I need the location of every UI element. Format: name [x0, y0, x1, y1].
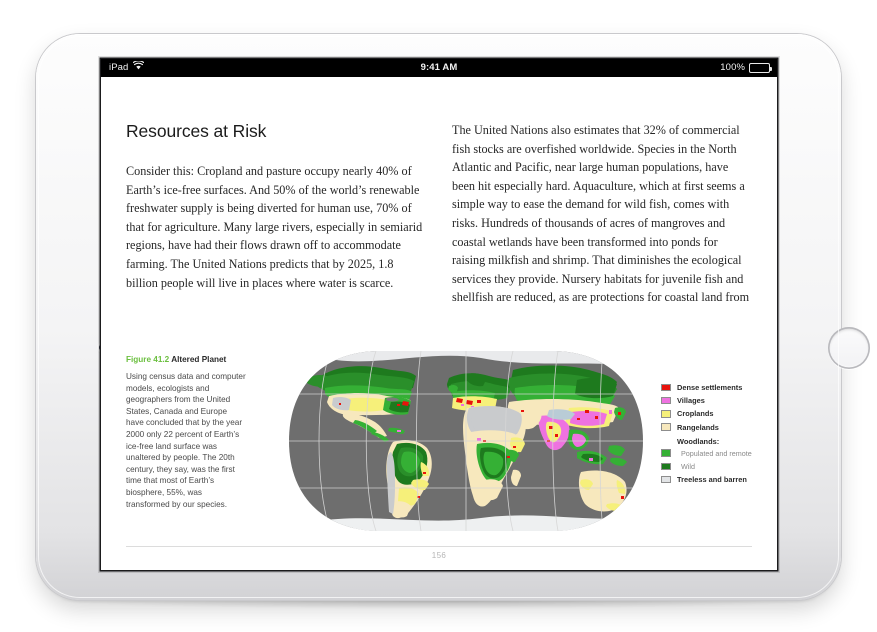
home-button[interactable] — [828, 327, 870, 369]
legend-item-woodlands-populated — [661, 449, 771, 458]
legend-swatch-croplands — [661, 410, 671, 418]
status-bar-clock: 9:41 AM — [420, 62, 458, 73]
text-columns — [126, 121, 752, 307]
world-map — [281, 346, 651, 536]
figure-number: Figure 41.2 — [126, 355, 170, 364]
legend-item-dense-settlements — [661, 383, 771, 392]
legend-label-woodlands-wild: Wild — [681, 461, 695, 471]
legend-swatch-villages — [661, 397, 671, 405]
footer-divider — [126, 546, 752, 547]
legend-label-woodlands-populated: Populated and remote — [681, 448, 752, 458]
paragraph-left: Consider this: Cropland and pasture occupy nearly 40% of Earth’s ice-free surfaces. And 50% of the world’s renewable freshwater supply is being diverted for human use, 70% of that for agriculture. Many large rivers, especially in semiarid regions, have had their flows drawn off to accommodate farming. The United Nations predicts that by 2025, 1.8 billion people will live in places where water is scarce. — [126, 164, 423, 290]
paragraph-right: The United Nations also estimates that 32% of commercial fish stocks are overfished worldwide. Species in the North Atlantic and Pacific, near large human populations, have been hit especially hard. Aquaculture, which at first seems a simple way to ease the demand for wild fish, comes with risks. Hundreds of thousands of acres of mangroves and coastal wetlands have been transformed into ponds for raising milkfish and shrimp. That diminishes the ecological services they provide. Nursery habitats for juvenile fish and shellfish are reduced, as are protections for coastal land from — [452, 123, 750, 305]
carrier-label: iPad — [109, 62, 129, 73]
legend-group-woodlands: Woodlands: — [677, 436, 720, 446]
world-map-svg — [281, 346, 651, 536]
figure-caption-text: Using census data and computer models, ecologists and geographers from the United States, Canada and Europe have concluded that by the year 2000 only 22 percent of Earth’s ice-free land surface was unaltered by people. The 20th century, they say, was the first time that most of Earth’s biosphere, 55%, was transformed by our species. — [126, 372, 246, 509]
map-legend — [661, 383, 771, 488]
column-left — [126, 121, 426, 307]
ipad-screen — [101, 59, 777, 570]
legend-label-rangelands: Rangelands — [677, 422, 719, 432]
page-number: 156 — [431, 551, 447, 560]
legend-item-rangelands — [661, 423, 771, 432]
legend-label-dense-settlements: Dense settlements — [677, 383, 743, 392]
book-page — [101, 77, 777, 570]
legend-swatch-woodlands-wild — [661, 463, 671, 471]
battery-icon — [749, 63, 770, 73]
figure-caption — [126, 354, 246, 510]
legend-swatch-treeless-barren — [661, 476, 671, 484]
column-right — [452, 121, 752, 307]
legend-item-woodlands-wild — [661, 462, 771, 471]
ios-status-bar — [101, 59, 777, 77]
legend-swatch-dense-settlements — [661, 384, 671, 392]
battery-percent-label: 100% — [720, 62, 745, 73]
legend-item-treeless-barren — [661, 475, 771, 484]
legend-swatch-rangelands — [661, 423, 671, 431]
legend-label-villages: Villages — [677, 396, 705, 406]
legend-label-treeless-barren: Treeless and barren — [677, 474, 747, 484]
legend-label-croplands: Croplands — [677, 409, 714, 419]
page-title: Resources at Risk — [126, 121, 267, 141]
legend-swatch-woodlands-populated — [661, 449, 671, 457]
legend-item-croplands — [661, 409, 771, 418]
figure-caption-heading — [126, 354, 246, 365]
legend-item-villages — [661, 396, 771, 405]
status-bar-right — [720, 59, 770, 77]
figure-block — [126, 354, 752, 534]
figure-title: Altered Planet — [171, 355, 227, 364]
